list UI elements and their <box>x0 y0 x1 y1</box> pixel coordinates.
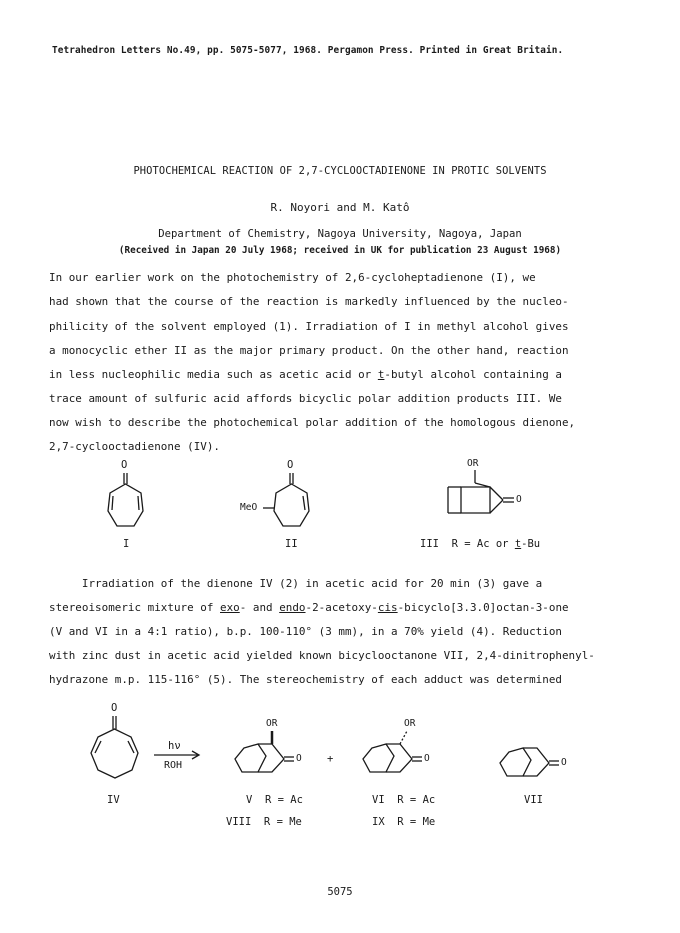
para1-line: had shown that the course of the reaction is markedly influenced by the nucleo- <box>49 295 569 308</box>
authors: R. Noyori and M. Katô <box>270 201 410 214</box>
plus-sign: + <box>327 753 334 765</box>
page-number: 5075 <box>327 886 353 898</box>
label-VI: VI R = Ac <box>372 794 436 806</box>
label-IX: IX R = Me <box>372 816 436 828</box>
compound-VII-structure <box>500 748 559 776</box>
oxygen-label-VII: O <box>561 757 567 768</box>
para1-line: now wish to describe the photochemical polar addition of the homologous dienone, <box>49 416 576 429</box>
endo-term: endo <box>279 601 306 614</box>
compound-V-structure <box>235 731 294 772</box>
para2-text: stereoisomeric mixture of <box>49 601 220 614</box>
journal-header: Tetrahedron Letters No.49, pp. 5075-5077, 1968. Pergamon Press. Printed in Great Britain. <box>52 45 564 56</box>
para1-line-end: -butyl alcohol containing a <box>384 368 562 381</box>
para2-text: - and <box>239 601 280 614</box>
cis-term: cis <box>377 601 398 614</box>
label-VIII: VIII R = Me <box>226 816 302 828</box>
para2-line: with zinc dust in acetic acid yielded known bicyclooctanone VII, 2,4-dinitrophenyl- <box>49 649 595 662</box>
para1-line: 2,7-cyclooctadienone (IV). <box>49 440 220 453</box>
para2-text: -2-acetoxy- <box>305 601 378 614</box>
label-III-t: t <box>514 538 522 550</box>
oxygen-label-V: O <box>296 753 302 764</box>
tert-italic: t <box>377 368 385 381</box>
oxygen-label-I: O <box>121 459 128 471</box>
para1-line: trace amount of sulfuric acid affords bicyclic polar addition products III. We <box>49 392 562 405</box>
para1-line-start: in less nucleophilic media such as acetic acid or <box>49 368 378 381</box>
or-label-V: OR <box>266 718 278 729</box>
hv-label: hν <box>168 740 181 752</box>
para1-line: a monocyclic ether II as the major primary product. On the other hand, reaction <box>49 344 569 357</box>
reaction-arrow <box>154 751 199 759</box>
methoxy-label: MeO <box>240 502 258 513</box>
para2-line: (V and VI in a 4:1 ratio), b.p. 100-110° (3 mm), in a 70% yield (4). Reduction <box>49 625 562 638</box>
oxygen-label-VI: O <box>424 753 430 764</box>
label-II: II <box>285 538 298 550</box>
received-dates: (Received in Japan 20 July 1968; received in UK for publication 23 August 1968) <box>118 245 562 256</box>
or-label-VI: OR <box>404 718 416 729</box>
exo-term: exo <box>220 601 240 614</box>
compound-VI-structure <box>363 731 422 772</box>
roh-label: ROH <box>164 760 183 771</box>
label-IV: IV <box>107 794 120 806</box>
label-VII: VII <box>524 794 543 806</box>
or-label-III: OR <box>467 458 479 469</box>
label-I: I <box>123 538 130 550</box>
para2-text: -bicyclo[3.3.0]octan-3-one <box>397 601 569 614</box>
article-title: PHOTOCHEMICAL REACTION OF 2,7-CYCLOOCTADIENONE IN PROTIC SOLVENTS <box>133 165 547 177</box>
label-III-prefix: III R = Ac or <box>420 538 515 550</box>
compound-IV-structure <box>91 716 138 778</box>
label-V: V R = Ac <box>246 794 303 806</box>
para2-line: Irradiation of the dienone IV (2) in acetic acid for 20 min (3) gave a <box>49 577 543 590</box>
para2-line: hydrazone m.p. 115-116° (5). The stereochemistry of each adduct was determined <box>49 673 562 686</box>
affiliation: Department of Chemistry, Nagoya University, Nagoya, Japan <box>158 228 522 240</box>
oxygen-label-IV: O <box>111 702 118 714</box>
para1-line: In our earlier work on the photochemistry of 2,6-cycloheptadienone (I), we <box>49 271 536 284</box>
para1-line: philicity of the solvent employed (1). Irradiation of I in methyl alcohol gives <box>49 320 569 333</box>
label-III-suffix: -Bu <box>521 538 541 550</box>
oxygen-label-III: O <box>516 494 522 505</box>
oxygen-label-II: O <box>287 459 294 471</box>
